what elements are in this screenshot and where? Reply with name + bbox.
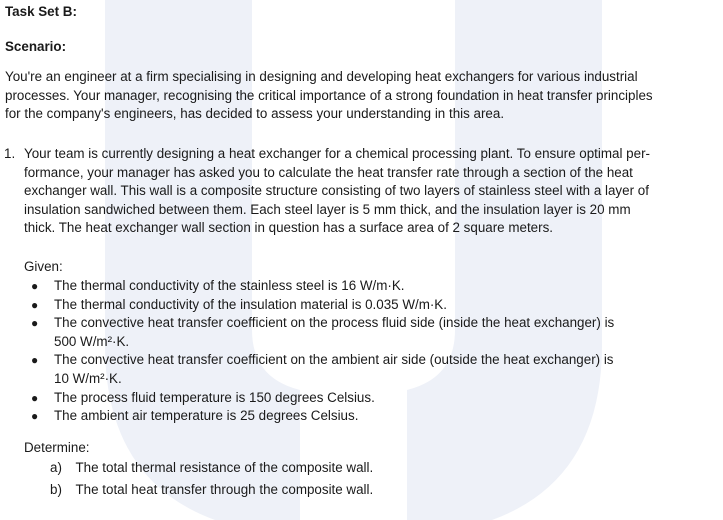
bullet-icon: ● — [31, 390, 39, 405]
question-line: thick. The heat exchanger wall section in question has a surface area of 2 square meters. — [24, 220, 553, 236]
determine-item-text: The total heat transfer through the composite wall. — [75, 482, 374, 497]
given-item-text: The thermal conductivity of the insulation material is 0.035 W/m·K. — [54, 296, 447, 312]
bullet-icon: ● — [31, 316, 39, 331]
given-label: Given: — [24, 259, 63, 274]
determine-item-b — [50, 481, 373, 500]
given-item-text: The ambient air temperature is 25 degrees Celsius. — [54, 408, 359, 424]
determine-item-label: b) — [50, 482, 62, 497]
intro-line: You're an engineer at a firm specialising in designing and developing heat exchangers for various industrial — [5, 69, 638, 84]
given-item-text: The convective heat transfer coefficient on the process fluid side (inside the heat exchanger) is — [54, 315, 615, 331]
task-set-heading: Task Set B: — [5, 4, 77, 19]
determine-item-a — [50, 459, 373, 478]
question-number: 1. — [4, 146, 16, 161]
given-item — [24, 351, 704, 388]
given-item — [24, 407, 704, 426]
bullet-icon: ● — [31, 409, 39, 424]
determine-label: Determine: — [24, 440, 90, 455]
given-item — [24, 314, 704, 351]
given-list — [24, 277, 704, 426]
question-line: formance, your manager has asked you to calculate the heat transfer rate through a section of the heat — [24, 164, 633, 180]
question-line: exchanger wall. This wall is a composite structure consisting of two layers of stainless steel with a layer of — [24, 183, 649, 199]
question-paragraph — [24, 145, 714, 238]
given-item-text: 500 W/m²·K. — [54, 333, 130, 349]
question-line: insulation sandwiched between them. Each steel layer is 5 mm thick, and the insulation layer is 20 mm — [24, 201, 631, 217]
given-item — [24, 277, 704, 296]
scenario-heading: Scenario: — [5, 39, 67, 54]
question-line: Your team is currently designing a heat exchanger for a chemical processing plant. To ensure optimal per- — [24, 146, 650, 161]
determine-item-label: a) — [50, 460, 62, 475]
bullet-icon: ● — [31, 279, 39, 293]
given-item-text: 10 W/m²·K. — [54, 370, 122, 386]
given-item — [24, 389, 704, 408]
intro-line: for the company's engineers, has decided to assess your understanding in this area. — [5, 106, 505, 122]
given-item-text: The process fluid temperature is 150 degrees Celsius. — [54, 389, 375, 405]
intro-line: processes. Your manager, recognising the critical importance of a strong foundation in heat transfer principles — [5, 87, 653, 103]
given-item — [24, 296, 704, 315]
bullet-icon: ● — [31, 353, 39, 368]
given-item-text: The thermal conductivity of the stainless steel is 16 W/m·K. — [54, 278, 405, 293]
intro-paragraph — [5, 68, 717, 124]
bullet-icon: ● — [31, 297, 39, 312]
given-item-text: The convective heat transfer coefficient on the ambient air side (outside the heat exchanger) is — [54, 352, 614, 368]
determine-item-text: The total thermal resistance of the composite wall. — [75, 460, 374, 475]
